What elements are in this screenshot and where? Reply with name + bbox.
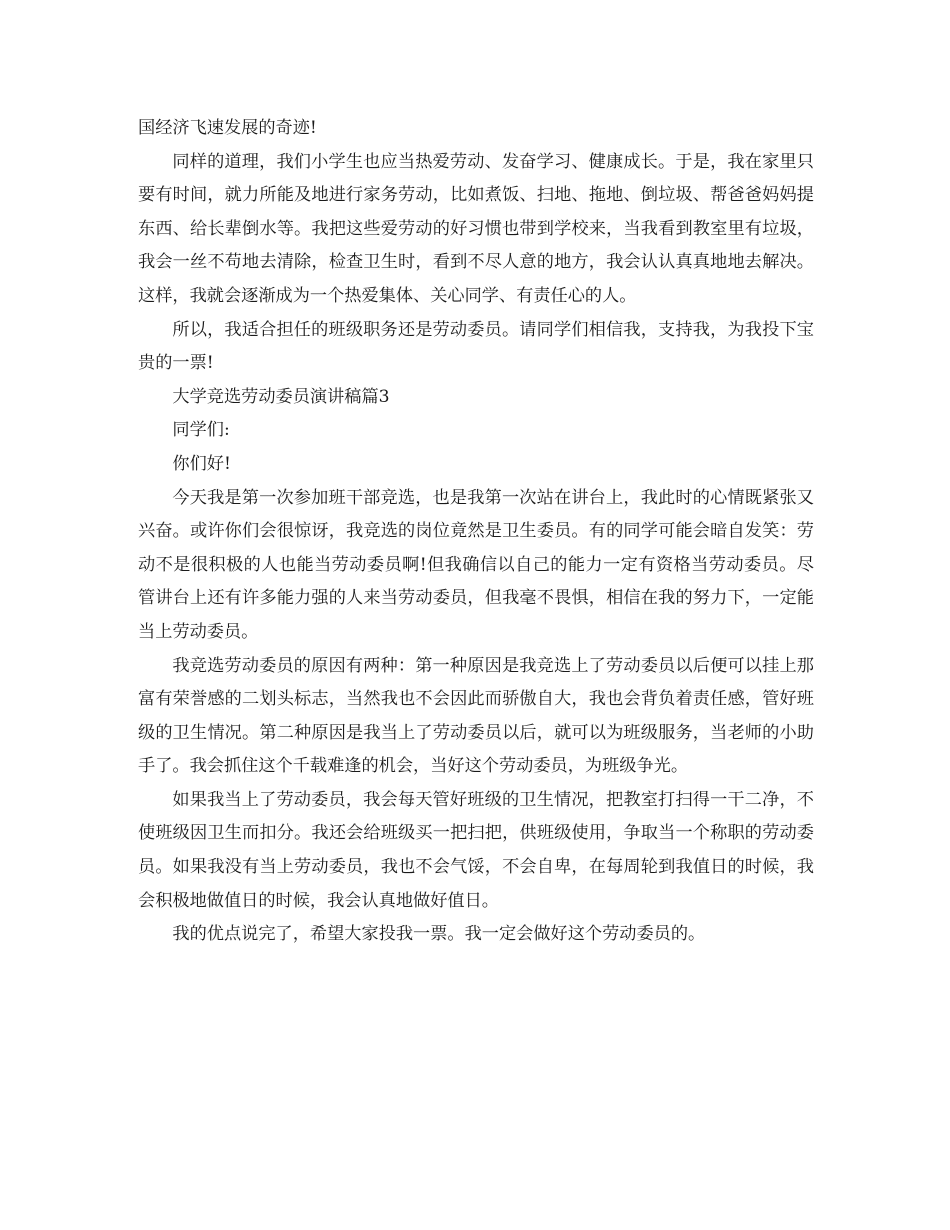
paragraph-reasons: 我竞选劳动委员的原因有两种：第一种原因是我竞选上了劳动委员以后便可以挂上那富有荣誉感的二划头标志，当然我也不会因此而骄傲自大，我也会背负着责任感，管好班级的卫生情况。第二种原因是我当上了劳动委员以后，就可以为班级服务，当老师的小助手了。我会抓住这个千载难逢的机会，当好这个劳动委员，为班级争光。 — [138, 655, 814, 777]
document-body — [138, 112, 814, 952]
salutation: 同学们: — [172, 420, 230, 441]
paragraph-continuation: 国经济飞速发展的奇迹! — [138, 118, 317, 138]
greeting: 你们好! — [172, 453, 231, 474]
paragraph-plans: 如果我当上了劳动委员，我会每天管好班级的卫生情况，把教室打扫得一干二净，不使班级因卫生而扣分。我还会给班级买一把扫把，供班级使用，争取当一个称职的劳动委员。如果我没有当上劳动委员，我也不会气馁，不会自卑，在每周轮到我值日的时候，我会积极地做值日的时候，我会认真地做好值日。 — [138, 789, 814, 911]
paragraph-first-election: 今天我是第一次参加班干部竞选，也是我第一次站在讲台上，我此时的心情既紧张又兴奋。或许你们会很惊讶，我竞选的岗位竟然是卫生委员。有的同学可能会暗自发笑：劳动不是很积极的人也能当劳动委员啊!但我确信以自己的能力一定有资格当劳动委员。尽管讲台上还有许多能力强的人来当劳动委员，但我毫不畏惧，相信在我的努力下，一定能当上劳动委员。 — [138, 487, 814, 642]
paragraph-closing: 我的优点说完了，希望大家投我一票。我一定会做好这个劳动委员的。 — [172, 924, 706, 945]
paragraph-vote-request: 所以，我适合担任的班级职务还是劳动委员。请同学们相信我，支持我，为我投下宝贵的一票! — [138, 319, 814, 374]
paragraph-housework: 同样的道理，我们小学生也应当热爱劳动、发奋学习、健康成长。于是，我在家里只要有时间，就力所能及地进行家务劳动，比如煮饭、扫地、拖地、倒垃圾、帮爸爸妈妈提东西、给长辈倒水等。我把这些爱劳动的好习惯也带到学校来，当我看到教室里有垃圾，我会一丝不苟地去清除，检查卫生时，看到不尽人意的地方，我会认认真真地地去解决。这样，我就会逐渐成为一个热爱集体、关心同学、有责任心的人。 — [138, 151, 814, 306]
section-heading: 大学竞选劳动委员演讲稿篇3 — [172, 386, 390, 407]
